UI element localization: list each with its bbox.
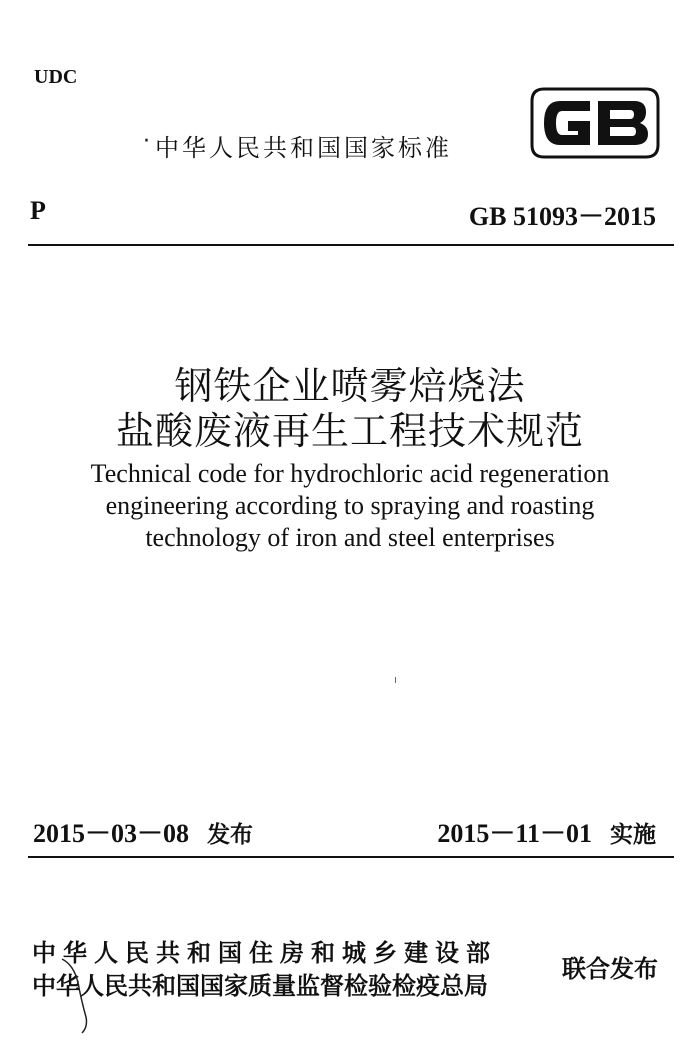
implement-date: 2015－11－01: [437, 819, 592, 848]
title-en-line2: engineering according to spraying and roasting: [105, 491, 595, 520]
title-zh-line1: 钢铁企业喷雾焙烧法: [174, 364, 526, 408]
classification-code: P: [30, 196, 46, 225]
publish-label: 发布: [207, 822, 254, 848]
implement-date-block: [437, 813, 656, 850]
divider-top: [28, 244, 674, 246]
gb-logo: [530, 87, 660, 159]
publisher-ministry-housing: 中华人民共和国住房和城乡建设部: [32, 939, 497, 967]
title-zh-line2: 盐酸废液再生工程技术规范: [115, 409, 584, 453]
national-standard-heading: 中华人民共和国国家标准: [155, 134, 452, 162]
title-en-line1: Technical code for hydrochloric acid regeneration: [90, 459, 610, 488]
gb-logo-b: [598, 101, 648, 145]
udc-label: UDC: [34, 66, 78, 88]
bullet-dot: ·: [143, 129, 150, 154]
standard-number: GB 51093－2015: [468, 202, 656, 231]
title-en-line3: technology of iron and steel enterprises: [145, 523, 555, 552]
divider-bottom: [28, 856, 674, 858]
publish-date: 2015－03－08: [33, 819, 190, 848]
pen-mark: [60, 955, 100, 1035]
gb-logo-g: [544, 101, 590, 145]
scan-speck: [395, 677, 396, 683]
joint-publish-label: 联合发布: [562, 955, 658, 983]
implement-label: 实施: [610, 822, 656, 848]
publish-date-block: [33, 813, 253, 850]
publisher-aqsiq: 中华人民共和国国家质量监督检验检疫总局: [32, 972, 488, 1000]
